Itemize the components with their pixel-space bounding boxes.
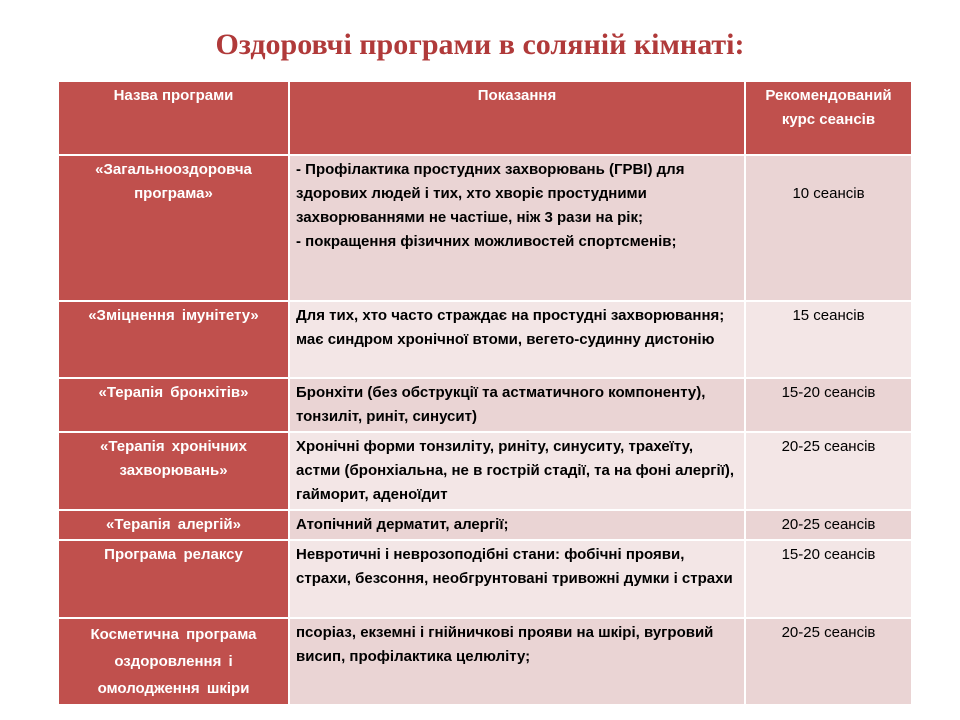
indication-line: - покращення фізичних можливостей спортсменів;	[296, 233, 677, 250]
programs-table	[57, 80, 913, 706]
program-name: «Терапія хронічних захворювань»	[58, 432, 289, 510]
header-program-name: Назва програми	[58, 81, 289, 155]
program-indications: Для тих, хто часто страждає на простудні захворювання; має синдром хронічної втоми, вегето-судинну дистонію	[289, 301, 745, 378]
table-row	[58, 540, 912, 618]
program-course: 20-25 сеансів	[745, 618, 912, 705]
header-course-line2: курс сеансів	[781, 111, 876, 128]
program-indications: Атопічний дерматит, алергії;	[289, 510, 745, 540]
page-title: Оздоровчі програми в соляній кімнаті:	[215, 28, 745, 61]
program-indications	[289, 155, 745, 301]
program-indications: псоріаз, екземні і гнійничкові прояви на шкірі, вугровий висип, профілактика целюліту;	[289, 618, 745, 705]
table-row	[58, 378, 912, 432]
program-course: 15 сеансів	[745, 301, 912, 378]
program-name: «Загальнооздоровча програма»	[58, 155, 289, 301]
header-indications: Показання	[289, 81, 745, 155]
program-name: «Зміцнення імунітету»	[58, 301, 289, 378]
program-course: 20-25 сеансів	[745, 510, 912, 540]
table-row	[58, 618, 912, 705]
program-indications: Хронічні форми тонзиліту, риніту, синуситу, трахеїту, астми (бронхіальна, не в гострій стадії, та на фоні алергії), гайморит, аденоїдит	[289, 432, 745, 510]
header-course-line1: Рекомендований	[765, 87, 892, 104]
table-header-row	[58, 81, 912, 155]
table-row	[58, 432, 912, 510]
indication-line: - Профілактика простудних захворювань (ГРВІ) для здорових людей і тих, хто хворіє простудними захворюваннями не частіше, ніж 3 рази на рік;	[296, 161, 685, 226]
table-row	[58, 510, 912, 540]
table-row	[58, 301, 912, 378]
table-row	[58, 155, 912, 301]
program-course: 20-25 сеансів	[745, 432, 912, 510]
program-name: «Терапія бронхітів»	[58, 378, 289, 432]
program-name: Косметична програма оздоровлення і омолодження шкіри	[58, 618, 289, 705]
program-course: 15-20 сеансів	[745, 540, 912, 618]
program-course: 10 сеансів	[745, 155, 912, 301]
program-indications: Невротичні і неврозоподібні стани: фобічні прояви, страхи, безсоння, необгрунтовані тривожні думки і страхи	[289, 540, 745, 618]
header-course	[745, 81, 912, 155]
program-name: «Терапія алергій»	[58, 510, 289, 540]
program-indications: Бронхіти (без обструкції та астматичного компоненту), тонзиліт, риніт, синусит)	[289, 378, 745, 432]
program-name: Програма релаксу	[58, 540, 289, 618]
program-course: 15-20 сеансів	[745, 378, 912, 432]
